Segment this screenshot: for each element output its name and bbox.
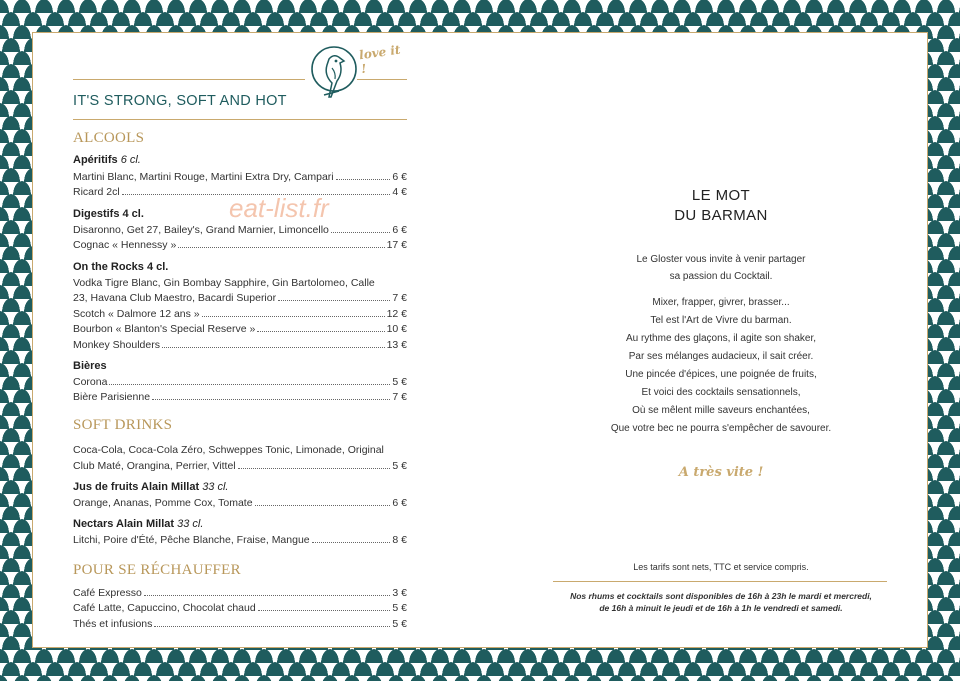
menu-item <box>73 323 407 335</box>
leader-dots <box>122 194 391 195</box>
divider <box>553 581 887 582</box>
menu-item <box>73 618 407 630</box>
barman-intro: sa passion du Cocktail. <box>669 271 773 282</box>
poem-line: Au rythme des glaçons, il agite son shaker, <box>625 333 817 344</box>
leader-dots <box>178 247 384 248</box>
leader-dots <box>257 331 384 332</box>
item-label: Café Expresso <box>73 587 142 599</box>
item-label: Disaronno, Get 27, Bailey's, Grand Marnier, Limoncello <box>73 224 329 236</box>
section-title-soft-drinks: SOFT DRINKS <box>73 417 173 433</box>
group-title-bieres: Bières <box>73 360 107 372</box>
group-name: Nectars Alain Millat <box>73 518 175 530</box>
item-label: Litchi, Poire d'Été, Pêche Blanche, Fraise, Mangue <box>73 534 310 546</box>
poem-line: Par ses mélanges audacieux, il sait créer. <box>628 351 814 362</box>
leader-dots <box>336 179 391 180</box>
menu-item-text: Coca-Cola, Coca-Cola Zéro, Schweppes Tonic, Limonade, Original <box>73 444 384 456</box>
leader-dots <box>152 399 390 400</box>
item-price: 7 € <box>392 391 407 403</box>
menu-item <box>73 239 407 251</box>
barman-title-line1: LE MOT <box>691 187 751 204</box>
item-label: Cognac « Hennessy » <box>73 239 177 251</box>
menu-item <box>73 171 407 183</box>
page-title: IT'S STRONG, SOFT AND HOT <box>73 93 287 109</box>
leader-dots <box>331 232 391 233</box>
item-price: 5 € <box>392 602 407 614</box>
menu-item <box>73 602 407 614</box>
menu-item <box>73 376 407 388</box>
divider <box>73 79 305 80</box>
leader-dots <box>144 595 391 596</box>
item-label: Club Maté, Orangina, Perrier, Vittel <box>73 460 236 472</box>
item-label: Thés et infusions <box>73 618 153 630</box>
drinks-column <box>73 33 407 647</box>
item-label: Bourbon « Blanton's Special Reserve » <box>73 323 256 335</box>
menu-item <box>73 587 407 599</box>
watermark: eat-list.fr <box>229 193 329 223</box>
menu-item <box>73 224 407 236</box>
item-price: 6 € <box>392 497 407 509</box>
divider <box>357 79 407 80</box>
item-price: 4 € <box>392 186 407 198</box>
bird-icon <box>309 41 359 113</box>
leader-dots <box>258 610 391 611</box>
menu-item <box>73 186 407 198</box>
group-name: Apéritifs <box>73 154 118 166</box>
group-title-on-the-rocks: On the Rocks 4 cl. <box>73 261 169 273</box>
poem-line: Et voici des cocktails sensationnels, <box>641 387 801 398</box>
menu-item <box>73 534 407 546</box>
item-label: Scotch « Dalmore 12 ans » <box>73 308 200 320</box>
menu-item <box>73 460 407 472</box>
item-price: 10 € <box>386 323 407 335</box>
item-label: Martini Blanc, Martini Rouge, Martini Extra Dry, Campari <box>73 171 334 183</box>
leader-dots <box>255 505 391 506</box>
hours-note: Nos rhums et cocktails sont disponibles de 16h à 23h le mardi et mercredi, <box>570 591 872 601</box>
group-size: 33 cl. <box>177 518 204 530</box>
item-label: Orange, Ananas, Pomme Cox, Tomate <box>73 497 253 509</box>
group-title-jus <box>73 481 228 493</box>
menu-item <box>73 308 407 320</box>
barman-intro: Le Gloster vous invite à venir partager <box>636 254 806 265</box>
item-label: Monkey Shoulders <box>73 339 160 351</box>
group-name: Jus de fruits Alain Millat <box>73 481 200 493</box>
leader-dots <box>109 384 390 385</box>
group-title-nectars <box>73 518 203 530</box>
item-price: 5 € <box>392 618 407 630</box>
menu-item <box>73 292 407 304</box>
item-price: 17 € <box>386 239 407 251</box>
group-title-digestifs: Digestifs 4 cl. <box>73 208 144 220</box>
poem-line: Tel est l'Art de Vivre du barman. <box>650 315 792 326</box>
poem-line: Que votre bec ne pourra s'empêcher de savourer. <box>610 423 832 434</box>
leader-dots <box>278 300 390 301</box>
love-it-script: love it ! <box>358 42 402 77</box>
group-title-aperitifs <box>73 154 141 166</box>
item-label: Corona <box>73 376 108 388</box>
section-title-alcools: ALCOOLS <box>73 130 145 146</box>
item-price: 6 € <box>392 171 407 183</box>
item-label: 23, Havana Club Maestro, Bacardi Superior <box>73 292 277 304</box>
item-price: 6 € <box>392 224 407 236</box>
leader-dots <box>238 468 391 469</box>
group-size: 33 cl. <box>202 481 229 493</box>
menu-item-text: Vodka Tigre Blanc, Gin Bombay Sapphire, Gin Bartolomeo, Calle <box>73 277 375 289</box>
leader-dots <box>154 626 390 627</box>
item-price: 5 € <box>392 460 407 472</box>
section-title-rechauffer: POUR SE RÉCHAUFFER <box>73 562 241 578</box>
item-price: 13 € <box>386 339 407 351</box>
leader-dots <box>162 347 385 348</box>
hours-note: de 16h à minuit le jeudi et de 16h à 1h le vendredi et samedi. <box>599 603 843 613</box>
poem-line: Mixer, frapper, givrer, brasser... <box>652 297 790 308</box>
item-price: 8 € <box>392 534 407 546</box>
item-label: Ricard 2cl <box>73 186 120 198</box>
item-label: Bière Parisienne <box>73 391 151 403</box>
menu-item <box>73 339 407 351</box>
item-label: Café Latte, Capuccino, Chocolat chaud <box>73 602 256 614</box>
divider <box>73 119 407 120</box>
barman-title-line2: DU BARMAN <box>674 207 768 224</box>
barman-column <box>553 33 889 647</box>
menu-page <box>32 32 928 648</box>
menu-item <box>73 391 407 403</box>
tarifs-note: Les tarifs sont nets, TTC et service compris. <box>633 562 809 572</box>
leader-dots <box>202 316 385 317</box>
group-size: 6 cl. <box>120 154 141 166</box>
item-price: 12 € <box>386 308 407 320</box>
menu-item <box>73 497 407 509</box>
leader-dots <box>312 542 391 543</box>
item-price: 7 € <box>392 292 407 304</box>
poem-line: Une pincée d'épices, une poignée de fruits, <box>625 369 817 380</box>
item-price: 5 € <box>392 376 407 388</box>
signoff-script: A très vite ! <box>678 465 764 480</box>
item-price: 3 € <box>392 587 407 599</box>
poem-line: Où se mêlent mille saveurs enchantées, <box>632 405 810 416</box>
